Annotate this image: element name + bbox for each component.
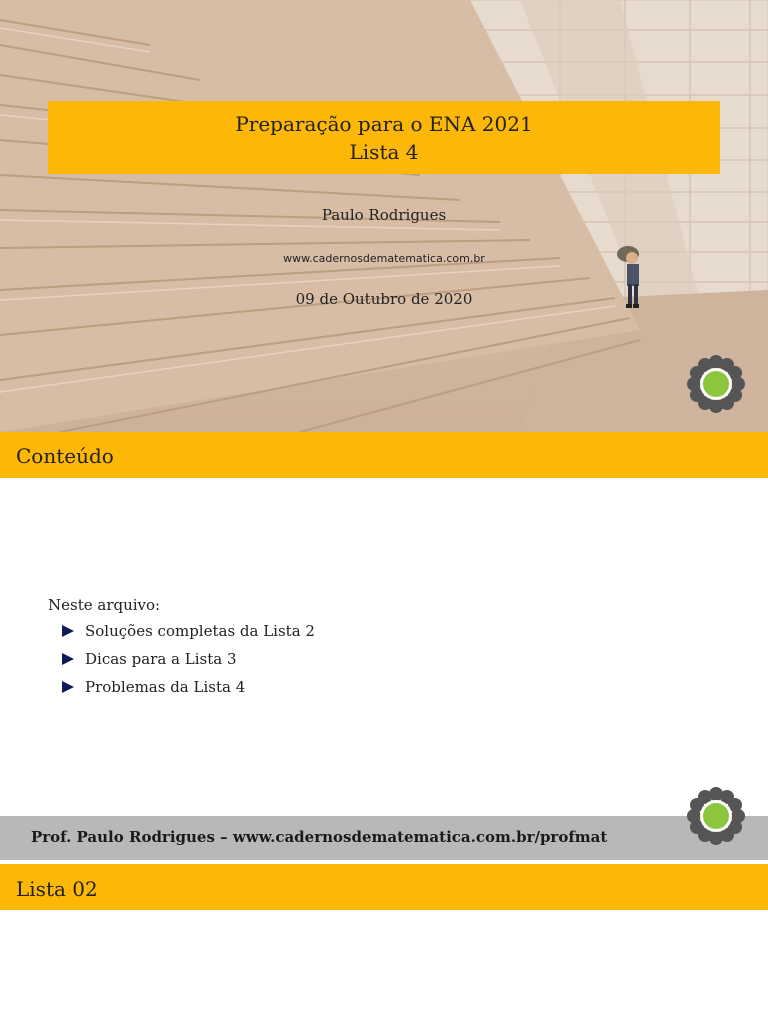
- list-item: [62, 678, 245, 696]
- intro-text: Neste arquivo:: [48, 596, 161, 614]
- list-item: [62, 622, 315, 640]
- footer-bar: [0, 816, 768, 860]
- title-slide: [0, 0, 768, 432]
- triangle-bullet-icon: [62, 653, 74, 665]
- title-line-2: Lista 4: [349, 139, 419, 164]
- list-item-label: Soluções completas da Lista 2: [85, 622, 315, 640]
- flower-logo-icon: [686, 786, 746, 846]
- list-item-label: Dicas para a Lista 3: [85, 650, 237, 668]
- flower-logo-icon: [686, 354, 746, 414]
- list-item-label: Problemas da Lista 4: [85, 678, 246, 696]
- frame-title: Conteúdo: [16, 444, 114, 468]
- author-name: Paulo Rodrigues: [321, 206, 447, 224]
- next-slide-title: Lista 02: [16, 877, 98, 901]
- website-url: www.cadernosdematematica.com.br: [283, 252, 485, 265]
- presentation-date: 09 de Outubro de 2020: [295, 290, 473, 308]
- frame-header: [0, 432, 768, 478]
- footer-text: Prof. Paulo Rodrigues – www.cadernosdematematica.com.br/profmat: [31, 828, 608, 846]
- triangle-bullet-icon: [62, 625, 74, 637]
- content-slide: [0, 432, 768, 864]
- title-box: [48, 101, 720, 174]
- title-line-1: Preparação para o ENA 2021: [235, 111, 533, 136]
- triangle-bullet-icon: [62, 681, 74, 693]
- list-item: [62, 650, 237, 668]
- next-slide-header: [0, 864, 768, 910]
